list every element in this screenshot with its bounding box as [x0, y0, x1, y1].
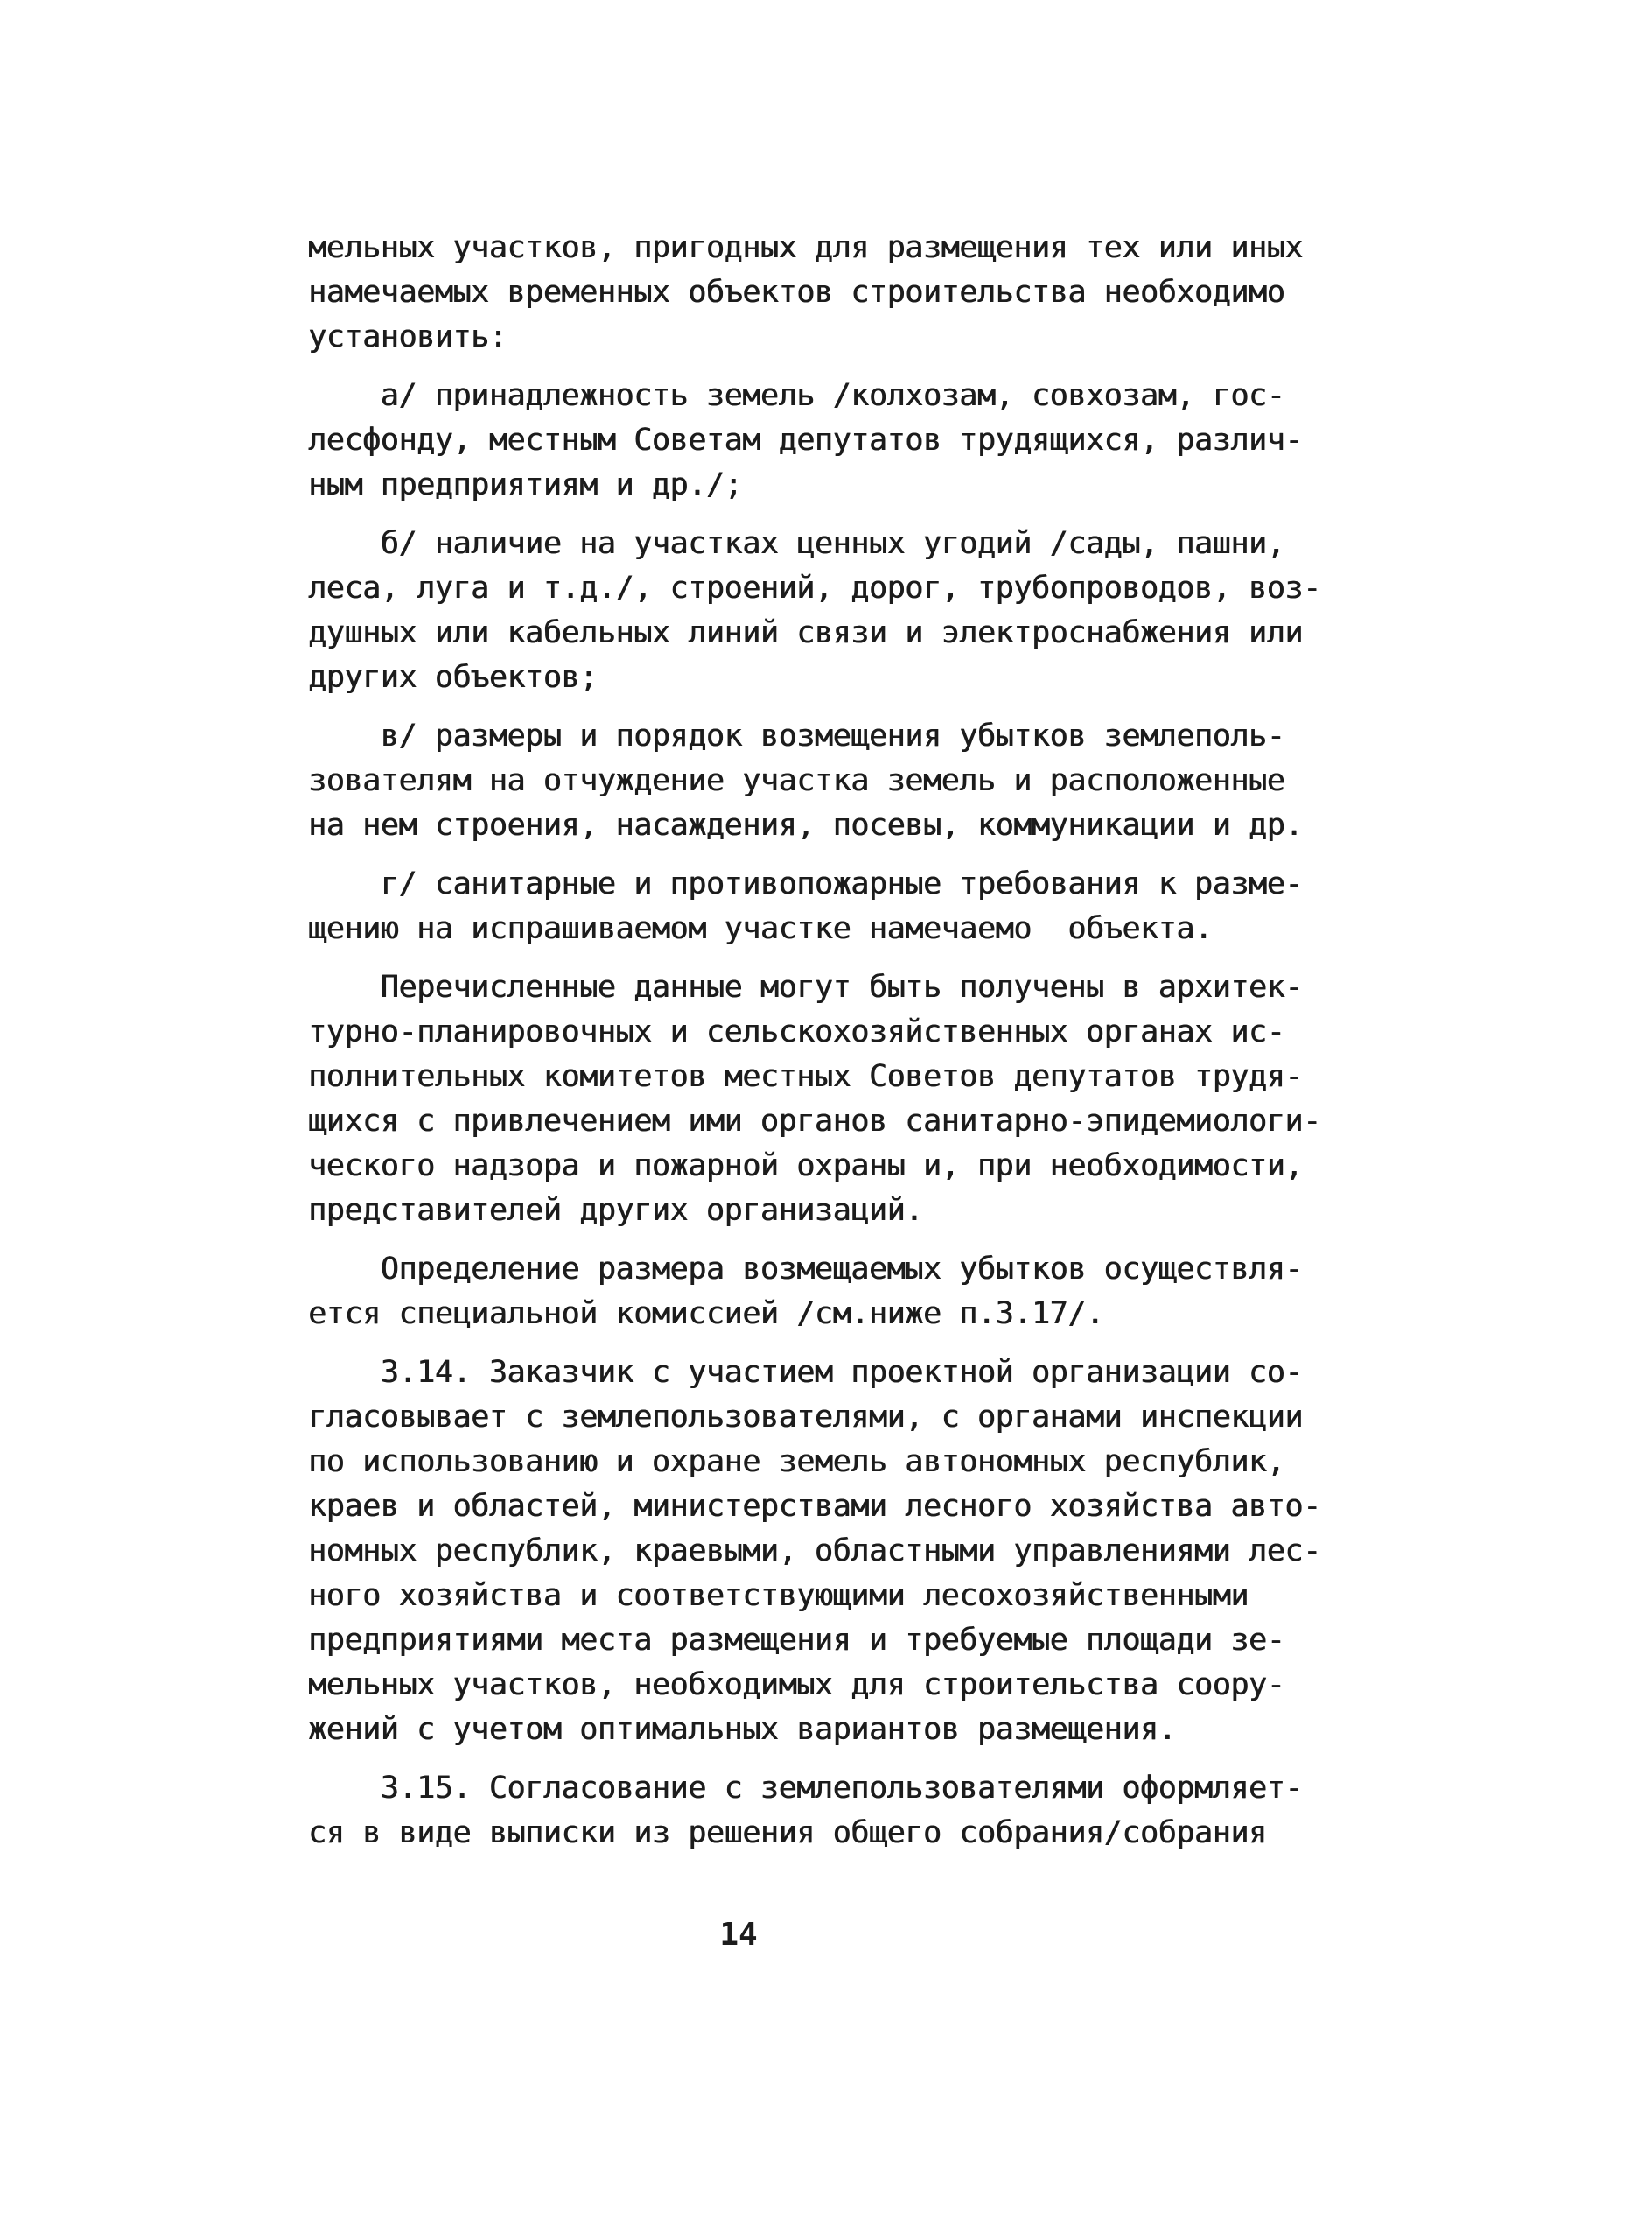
paragraph-gap	[308, 700, 1340, 714]
text-line: ся в виде выписки из решения общего собрания/собрания	[308, 1815, 1267, 1850]
text-line: намечаемых временных объектов строительства необходимо	[308, 275, 1285, 310]
text-line: Определение размера возмещаемых убытков осуществля-	[308, 1252, 1303, 1287]
text-line: гласовывает с землепользователями, с органами инспекции	[308, 1400, 1303, 1435]
text-line: щению на испрашиваемом участке намечаемо объекта.	[308, 911, 1213, 946]
text-line: леса, луга и т.д./, строений, дорог, трубопроводов, воз-	[308, 571, 1321, 606]
text-line: ного хозяйства и соответствующими лесохозяйственными	[308, 1578, 1249, 1613]
text-line: представителей других организаций.	[308, 1193, 923, 1228]
paragraph	[308, 965, 1340, 1233]
document-body	[308, 226, 1340, 1856]
text-line: душных или кабельных линий связи и электроснабжения или	[308, 615, 1303, 650]
paragraph-gap	[308, 1752, 1340, 1766]
text-line: краев и областей, министерствами лесного хозяйства авто-	[308, 1489, 1321, 1524]
text-line: предприятиями места размещения и требуемые площади зе-	[308, 1623, 1285, 1658]
paragraph-gap	[308, 508, 1340, 522]
text-line: щихся с привлечением ими органов санитарно-эпидемиологи-	[308, 1104, 1321, 1139]
text-line: Перечисленные данные могут быть получены в архитек-	[308, 970, 1303, 1005]
text-line: ным предприятиям и др./;	[308, 467, 743, 502]
text-line: других объектов;	[308, 660, 598, 695]
paragraph	[308, 862, 1340, 951]
paragraph-gap	[308, 951, 1340, 965]
paragraph-gap	[308, 360, 1340, 374]
text-line: в/ размеры и порядок возмещения убытков землеполь-	[308, 719, 1285, 754]
text-line: 3.15. Согласование с землепользователями оформляет-	[308, 1771, 1303, 1806]
text-line: по использованию и охране земель автономных республик,	[308, 1444, 1285, 1479]
text-line: ется специальной комиссией /см.ниже п.3.17/.	[308, 1296, 1104, 1331]
text-line: установить:	[308, 319, 508, 354]
text-line: турно-планировочных и сельскохозяйственных органах ис-	[308, 1014, 1285, 1049]
paragraph-gap	[308, 1233, 1340, 1247]
paragraph	[308, 1247, 1340, 1336]
paragraph	[308, 522, 1340, 700]
text-line: мельных участков, необходимых для строительства соору-	[308, 1667, 1285, 1702]
text-line: б/ наличие на участках ценных угодий /сады, пашни,	[308, 526, 1285, 561]
text-line: 3.14. Заказчик с участием проектной организации со-	[308, 1355, 1303, 1390]
text-line: на нем строения, насаждения, посевы, коммуникации и др.	[308, 808, 1303, 843]
paragraph	[308, 714, 1340, 848]
text-line: лесфонду, местным Советам депутатов трудящихся, различ-	[308, 423, 1303, 458]
paragraph	[308, 226, 1340, 360]
text-line: полнительных комитетов местных Советов депутатов трудя-	[308, 1059, 1303, 1094]
text-line: г/ санитарные и противопожарные требования к разме-	[308, 866, 1303, 902]
paragraph	[308, 1351, 1340, 1752]
text-line: ческого надзора и пожарной охраны и, при необходимости,	[308, 1148, 1303, 1183]
paragraph	[308, 374, 1340, 508]
paragraph-gap	[308, 1336, 1340, 1351]
text-line: а/ принадлежность земель /колхозам, совхозам, гос-	[308, 378, 1285, 413]
page-number: 14	[719, 1917, 758, 1953]
paragraph-gap	[308, 848, 1340, 862]
text-line: зователям на отчуждение участка земель и расположенные	[308, 763, 1285, 798]
text-line: мельных участков, пригодных для размещения тех или иных	[308, 230, 1303, 265]
paragraph	[308, 1766, 1340, 1856]
text-line: номных республик, краевыми, областными управлениями лес-	[308, 1533, 1321, 1568]
text-line: жений с учетом оптимальных вариантов размещения.	[308, 1712, 1177, 1747]
